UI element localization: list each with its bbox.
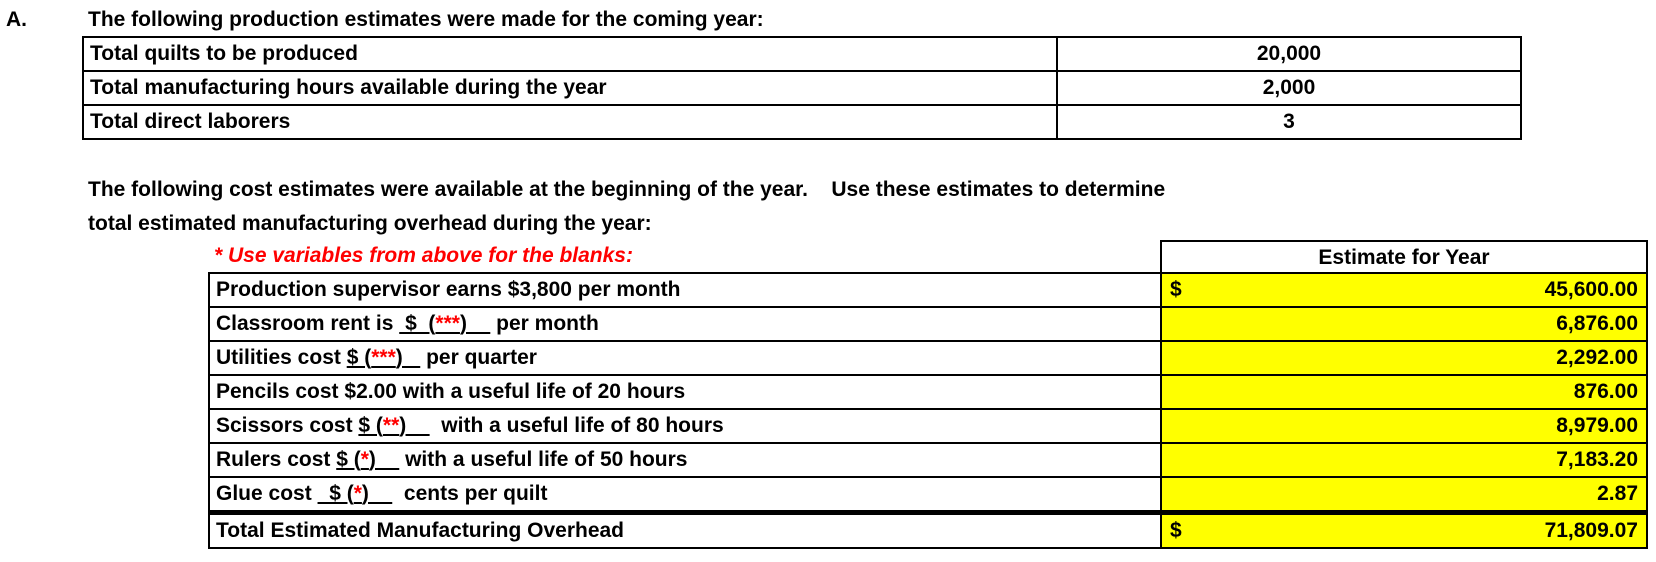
cost-label: Pencils cost $2.00 with a useful life of 20 hours — [209, 375, 1161, 409]
blank-stars: * — [360, 448, 369, 471]
cost-amount: 876.00 — [1573, 380, 1638, 403]
total-row — [209, 513, 1647, 549]
blank-field: $ (*) — [336, 448, 400, 471]
cost-amount-cell — [1161, 375, 1647, 409]
cost-label — [209, 477, 1161, 513]
table-row — [209, 273, 1647, 307]
table-row — [209, 477, 1647, 513]
total-label: Total Estimated Manufacturing Overhead — [209, 513, 1161, 549]
cost-intro-line1: The following cost estimates were available at the beginning of the year. Use these estimates to determine — [88, 178, 1166, 201]
label-text: Rulers cost — [216, 448, 337, 471]
table-row — [209, 375, 1647, 409]
blank-field: $ (**) — [358, 414, 430, 437]
cost-amount: 6,876.00 — [1556, 312, 1638, 335]
blank-field: $ (***) — [399, 312, 491, 335]
table-row — [83, 105, 1521, 139]
blank-field: $ (*) — [317, 482, 393, 505]
cost-amount: 2.87 — [1597, 482, 1638, 505]
production-label: Total quilts to be produced — [83, 37, 1057, 71]
cost-amount: 8,979.00 — [1556, 414, 1638, 437]
blank-stars: *** — [435, 312, 460, 335]
production-intro: The following production estimates were made for the coming year: — [88, 8, 764, 31]
estimate-header: Estimate for Year — [1160, 240, 1648, 272]
cost-amount: 7,183.20 — [1556, 448, 1638, 471]
total-amount-cell — [1161, 513, 1647, 549]
currency-symbol: $ — [1170, 278, 1182, 301]
production-label: Total direct laborers — [83, 105, 1057, 139]
table-row — [209, 341, 1647, 375]
production-value: 20,000 — [1057, 37, 1521, 71]
cost-label: Production supervisor earns $3,800 per month — [209, 273, 1161, 307]
table-row — [209, 307, 1647, 341]
production-table — [82, 36, 1522, 140]
cost-amount-cell — [1161, 341, 1647, 375]
cost-label — [209, 341, 1161, 375]
production-value: 3 — [1057, 105, 1521, 139]
cost-amount: 45,600.00 — [1544, 278, 1638, 301]
table-row — [209, 409, 1647, 443]
blank-field: $ (***) — [346, 346, 421, 369]
table-row — [83, 71, 1521, 105]
total-amount: 71,809.07 — [1544, 519, 1638, 542]
cost-intro-line2: total estimated manufacturing overhead during the year: — [88, 212, 652, 235]
label-text: with a useful life of 50 hours — [399, 448, 688, 471]
cost-amount: 2,292.00 — [1556, 346, 1638, 369]
cost-amount-cell — [1161, 273, 1647, 307]
cost-label — [209, 307, 1161, 341]
production-value: 2,000 — [1057, 71, 1521, 105]
label-text: with a useful life of 80 hours — [429, 414, 724, 437]
currency-symbol: $ — [1170, 519, 1182, 542]
cost-table — [208, 272, 1648, 549]
cost-amount-cell — [1161, 307, 1647, 341]
label-text: cents per quilt — [392, 482, 548, 505]
cost-amount-cell — [1161, 409, 1647, 443]
table-row — [83, 37, 1521, 71]
label-text: per quarter — [420, 346, 537, 369]
blank-stars: ** — [382, 414, 400, 437]
cost-amount-cell — [1161, 477, 1647, 513]
cost-label — [209, 443, 1161, 477]
label-text: Scissors cost — [216, 414, 359, 437]
label-text: Glue cost — [216, 482, 318, 505]
variables-note: * Use variables from above for the blanks: — [214, 244, 633, 267]
cost-amount-cell — [1161, 443, 1647, 477]
label-text: Utilities cost — [216, 346, 347, 369]
cost-label — [209, 409, 1161, 443]
blank-stars: *** — [371, 346, 396, 369]
table-row — [209, 443, 1647, 477]
production-label: Total manufacturing hours available during the year — [83, 71, 1057, 105]
label-text: Classroom rent is — [216, 312, 400, 335]
section-label: A. — [6, 8, 27, 31]
label-text: per month — [490, 312, 599, 335]
blank-stars: * — [353, 482, 362, 505]
